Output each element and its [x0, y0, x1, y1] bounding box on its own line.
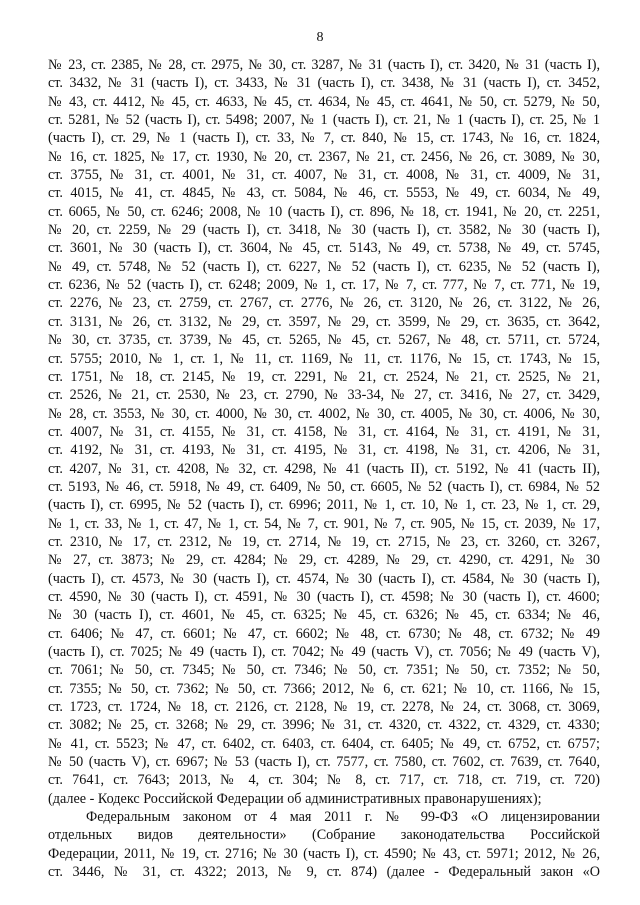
- text-line: (часть I), ст. 4573, № 30 (часть I), ст. 4574, № 30 (часть I), ст. 4584, № 30 (часть I),: [48, 570, 600, 587]
- text-line: № 50 (часть V), ст. 6967; № 53 (часть I), ст. 7577, ст. 7580, ст. 7602, ст. 7639, ст. 7640,: [48, 754, 600, 771]
- text-line: ст. 4590, № 30 (часть I), ст. 4591, № 30 (часть I), ст. 4598; № 30 (часть I), ст. 4600;: [48, 588, 600, 605]
- text-line: ст. 4207, № 31, ст. 4208, № 32, ст. 4298, № 41 (часть II), ст. 5192, № 41 (часть II),: [48, 460, 600, 477]
- text-line: № 23, ст. 2385, № 28, ст. 2975, № 30, ст. 3287, № 31 (часть I), ст. 3420, № 31 (часть I),: [48, 57, 600, 73]
- text-line: ст. 3131, № 26, ст. 3132, № 29, ст. 3597, № 29, ст. 3599, № 29, ст. 3635, ст. 3642,: [48, 313, 600, 330]
- text-line: № 43, ст. 4412, № 45, ст. 4633, № 45, ст. 4634, № 45, ст. 4641, № 50, ст. 5279, № 50,: [48, 93, 600, 110]
- text-line: (далее - Кодекс Российской Федерации об административных правонарушениях);: [48, 790, 542, 807]
- text-line: ст. 2310, № 17, ст. 2312, № 19, ст. 2714, № 19, ст. 2715, № 23, ст. 3260, ст. 3267,: [48, 533, 600, 550]
- text-line: Федеральным законом от 4 мая 2011 г. № 99-ФЗ «О лицензировании: [86, 809, 600, 826]
- text-line: ст. 1723, ст. 1724, № 18, ст. 2126, ст. 2128, № 19, ст. 2278, № 24, ст. 3068, ст. 3069,: [48, 699, 600, 716]
- text-line: ст. 3755, № 31, ст. 4001, № 31, ст. 4007, № 31, ст. 4008, № 31, ст. 4009, № 31,: [48, 167, 600, 184]
- text-line: отдельных видов деятельности» (Собрание законодательства Российской: [48, 827, 600, 844]
- text-line: ст. 5281, № 52 (часть I), ст. 5498; 2007, № 1 (часть I), ст. 21, № 1 (часть I), ст. 25, № 1: [48, 112, 600, 129]
- text-line: ст. 4192, № 31, ст. 4193, № 31, ст. 4195, № 31, ст. 4198, № 31, ст. 4206, № 31,: [48, 442, 600, 459]
- document-body: [48, 56, 600, 881]
- text-line: ст. 6236, № 52 (часть I), ст. 6248; 2009, № 1, ст. 17, № 7, ст. 777, № 7, ст. 771, № 19,: [48, 277, 600, 294]
- text-line: (часть I), ст. 6995, № 52 (часть I), ст. 6996; 2011, № 1, ст. 10, № 1, ст. 23, № 1, ст. 29,: [48, 497, 600, 514]
- paragraph-legislation-references: [48, 56, 600, 808]
- text-line: ст. 7061; № 50, ст. 7345; № 50, ст. 7346; № 50, ст. 7351; № 50, ст. 7352; № 50,: [48, 662, 600, 679]
- paragraph-federal-law: [48, 808, 600, 881]
- text-line: № 20, ст. 2259, № 29 (часть I), ст. 3418, № 30 (часть I), ст. 3582, № 30 (часть I),: [48, 222, 600, 239]
- text-line: № 1, ст. 33, № 1, ст. 47, № 1, ст. 54, № 7, ст. 901, № 7, ст. 905, № 15, ст. 2039, № 17,: [48, 515, 600, 532]
- text-line: ст. 3601, № 30 (часть I), ст. 3604, № 45, ст. 5143, № 49, ст. 5738, № 49, ст. 5745,: [48, 240, 600, 257]
- text-line: ст. 1751, № 18, ст. 2145, № 19, ст. 2291, № 21, ст. 2524, № 21, ст. 2525, № 21,: [48, 368, 600, 385]
- text-line: (часть I), ст. 29, № 1 (часть I), ст. 33, № 7, ст. 840, № 15, ст. 1743, № 16, ст. 1824,: [48, 130, 600, 147]
- text-line: ст. 6406; № 47, ст. 6601; № 47, ст. 6602; № 48, ст. 6730; № 48, ст. 6732; № 49: [48, 625, 600, 642]
- text-line: (часть I), ст. 7025; № 49 (часть I), ст. 7042; № 49 (часть V), ст. 7056; № 49 (часть V),: [48, 644, 600, 660]
- text-line: Федерации, 2011, № 19, ст. 2716; № 30 (часть I), ст. 4590; № 43, ст. 5971; 2012, № 26,: [48, 845, 600, 862]
- text-line: ст. 6065, № 50, ст. 6246; 2008, № 10 (часть I), ст. 896, № 18, ст. 1941, № 20, ст. 2251,: [48, 203, 600, 220]
- text-line: № 41, ст. 5523; № 47, ст. 6402, ст. 6403, ст. 6404, ст. 6405; № 49, ст. 6752, ст. 6757;: [48, 735, 600, 752]
- text-line: № 30 (часть I), ст. 4601, № 45, ст. 6325; № 45, ст. 6326; № 45, ст. 6334; № 46,: [48, 607, 600, 624]
- text-line: ст. 3432, № 31 (часть I), ст. 3433, № 31 (часть I), ст. 3438, № 31 (часть I), ст. 3452,: [48, 75, 600, 92]
- text-line: ст. 7641, ст. 7643; 2013, № 4, ст. 304; № 8, ст. 717, ст. 718, ст. 719, ст. 720): [48, 772, 600, 789]
- text-line: № 27, ст. 3873; № 29, ст. 4284; № 29, ст. 4289, № 29, ст. 4290, ст. 4291, № 30: [48, 552, 600, 569]
- text-line: ст. 4015, № 41, ст. 4845, № 43, ст. 5084, № 46, ст. 5553, № 49, ст. 6034, № 49,: [48, 185, 600, 202]
- text-line: ст. 2526, № 21, ст. 2530, № 23, ст. 2790, № 33-34, № 27, ст. 3416, № 27, ст. 3429,: [48, 387, 600, 404]
- text-line: ст. 3082; № 25, ст. 3268; № 29, ст. 3996; № 31, ст. 4320, ст. 4322, ст. 4329, ст. 4330;: [48, 717, 600, 734]
- text-line: ст. 3446, № 31, ст. 4322; 2013, № 9, ст. 874) (далее - Федеральный закон «О: [48, 864, 600, 881]
- text-line: ст. 2276, № 23, ст. 2759, ст. 2767, ст. 2776, № 26, ст. 3120, № 26, ст. 3122, № 26,: [48, 295, 600, 312]
- text-line: ст. 5193, № 46, ст. 5918, № 49, ст. 6409, № 50, ст. 6605, № 52 (часть I), ст. 6984, № 52: [48, 478, 600, 495]
- text-line: № 16, ст. 1825, № 17, ст. 1930, № 20, ст. 2367, № 21, ст. 2456, № 26, ст. 3089, № 30,: [48, 148, 600, 165]
- page-number: 8: [316, 30, 324, 45]
- text-line: № 30, ст. 3735, ст. 3739, № 45, ст. 5265, № 45, ст. 5267, № 48, ст. 5711, ст. 5724,: [48, 332, 600, 349]
- text-line: № 49, ст. 5748, № 52 (часть I), ст. 6227, № 52 (часть I), ст. 6235, № 52 (часть I),: [48, 258, 600, 275]
- text-line: ст. 5755; 2010, № 1, ст. 1, № 11, ст. 1169, № 11, ст. 1176, № 15, ст. 1743, № 15,: [48, 350, 600, 367]
- text-line: ст. 7355; № 50, ст. 7362; № 50, ст. 7366; 2012, № 6, ст. 621; № 10, ст. 1166, № 15,: [48, 680, 600, 697]
- text-line: № 28, ст. 3553, № 30, ст. 4000, № 30, ст. 4002, № 30, ст. 4005, № 30, ст. 4006, № 30,: [48, 405, 600, 422]
- text-line: ст. 4007, № 31, ст. 4155, № 31, ст. 4158, № 31, ст. 4164, № 31, ст. 4191, № 31,: [48, 423, 600, 440]
